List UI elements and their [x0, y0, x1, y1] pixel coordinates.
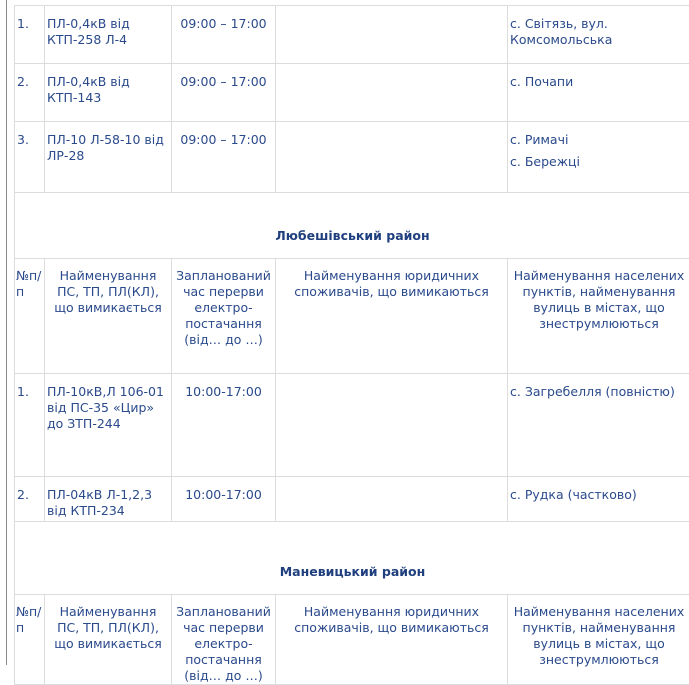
places-cell: [508, 122, 689, 193]
outage-time: 10:00-17:00: [172, 374, 276, 477]
places-cell: [508, 477, 689, 522]
table-row: [15, 477, 689, 522]
district-title: Любешівський район: [15, 193, 689, 259]
line-name: ПЛ-10кВ,Л 106-01 від ПС-35 «Цир» до ЗТП-244: [45, 374, 172, 477]
line-name: ПЛ-04кВ Л-1,2,3 від КТП-234: [45, 477, 172, 522]
outage-time: 09:00 – 17:00: [172, 64, 276, 122]
row-number: 1.: [15, 6, 45, 64]
consumers-cell: [276, 477, 508, 522]
header-line: Найменування ПС, ТП, ПЛ(КЛ), що вимикається: [45, 595, 172, 685]
header-num: №п/п: [15, 259, 45, 374]
consumers-cell: [276, 122, 508, 193]
consumers-cell: [276, 64, 508, 122]
header-consumers: Найменування юридичних споживачів, що вимикаються: [276, 595, 508, 685]
header-places: Найменування населених пунктів, найменування вулиць в містах, що знеструмлюються: [508, 595, 689, 685]
header-places: Найменування населених пунктів, найменування вулиць в містах, що знеструмлюються: [508, 259, 689, 374]
row-number: 1.: [15, 374, 45, 477]
header-num: №п/п: [15, 595, 45, 685]
row-number: 2.: [15, 477, 45, 522]
place-name: с. Рудка (частково): [510, 487, 637, 502]
table-header-row: [15, 259, 689, 374]
outage-time: 09:00 – 17:00: [172, 122, 276, 193]
place-name: с. Почапи: [510, 74, 573, 89]
header-time: Запланований час перерви електро-постачання (від… до …): [172, 259, 276, 374]
line-name: ПЛ-0,4кВ від КТП-258 Л-4: [45, 6, 172, 64]
consumers-cell: [276, 6, 508, 64]
line-name: ПЛ-0,4кВ від КТП-143: [45, 64, 172, 122]
places-cell: [508, 64, 689, 122]
place-name: с. Римачі: [510, 132, 568, 147]
place-name: с. Загребелля (повністю): [510, 384, 675, 399]
table-row: [15, 374, 689, 477]
places-cell: [508, 374, 689, 477]
outage-time: 09:00 – 17:00: [172, 6, 276, 64]
place-name: с. Світязь, вул. Комсомольська: [510, 16, 612, 47]
outage-schedule-table: [14, 5, 689, 685]
place-name: с. Бережці: [510, 154, 688, 170]
table-row: [15, 6, 689, 64]
places-cell: [508, 6, 689, 64]
header-line: Найменування ПС, ТП, ПЛ(КЛ), що вимикається: [45, 259, 172, 374]
header-time: Запланований час перерви електро-постачання (від… до …): [172, 595, 276, 685]
outage-time: 10:00-17:00: [172, 477, 276, 522]
table-header-row: [15, 595, 689, 685]
line-name: ПЛ-10 Л-58-10 від ЛР-28: [45, 122, 172, 193]
table-row: [15, 122, 689, 193]
consumers-cell: [276, 374, 508, 477]
header-consumers: Найменування юридичних споживачів, що вимикаються: [276, 259, 508, 374]
district-heading-row: [15, 193, 689, 259]
table-row: [15, 64, 689, 122]
district-title: Маневицький район: [15, 522, 689, 595]
row-number: 2.: [15, 64, 45, 122]
district-heading-row: [15, 522, 689, 595]
row-number: 3.: [15, 122, 45, 193]
